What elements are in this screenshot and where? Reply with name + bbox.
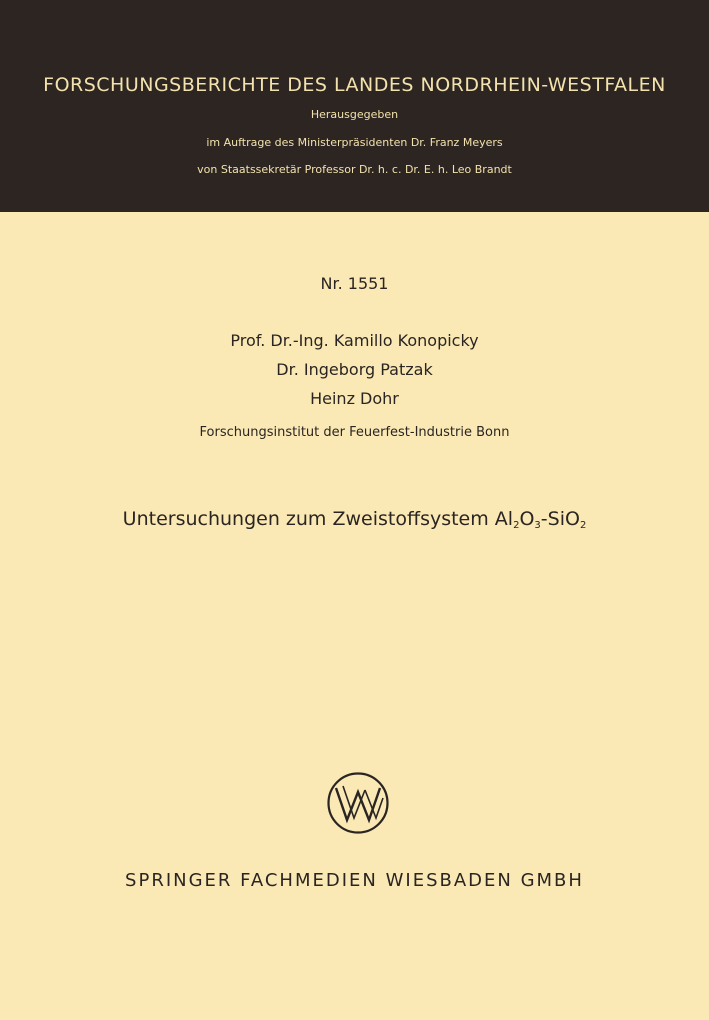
commission-line: im Auftrage des Ministerpräsidenten Dr. Franz Meyers [206, 136, 503, 149]
header-band [0, 0, 709, 212]
title-text-2: O [519, 508, 535, 530]
editor-label: Herausgegeben [310, 108, 399, 121]
report-number: Nr. 1551 [320, 274, 389, 293]
editor-line: von Staatssekretär Professor Dr. h. c. Dr. E. h. Leo Brandt [197, 163, 512, 176]
title-subscript-2: 3 [534, 520, 541, 531]
title-subscript-1: 2 [513, 520, 520, 531]
series-title: FORSCHUNGSBERICHTE DES LANDES NORDRHEIN-WESTFALEN [43, 74, 666, 96]
institute: Forschungsinstitut der Feuerfest-Industrie Bonn [199, 425, 510, 440]
springer-logo-icon [326, 771, 390, 835]
author-3: Heinz Dohr [310, 389, 399, 408]
author-2: Dr. Ingeborg Patzak [276, 360, 433, 379]
title-subscript-3: 2 [579, 520, 587, 531]
book-title [0, 508, 709, 530]
title-text: Untersuchungen zum Zweistoffsystem Al [122, 508, 514, 530]
title-text-3: -SiO [540, 508, 580, 530]
publisher: SPRINGER FACHMEDIEN WIESBADEN GMBH [125, 870, 584, 891]
author-1: Prof. Dr.-Ing. Kamillo Konopicky [230, 331, 479, 350]
